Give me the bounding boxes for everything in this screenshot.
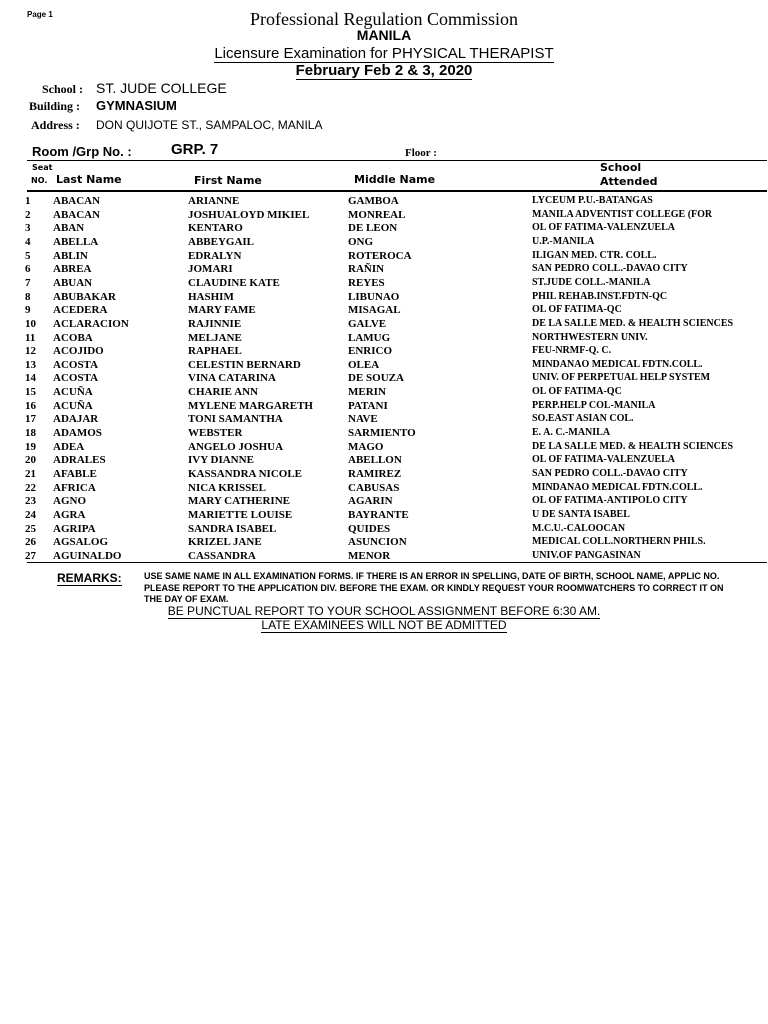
table-row <box>0 413 768 427</box>
last-name: ABREA <box>53 263 92 276</box>
first-name: WEBSTER <box>188 427 243 440</box>
last-name: ACEDERA <box>53 304 108 317</box>
middle-name: MENOR <box>348 549 391 562</box>
table-row <box>0 372 768 386</box>
seat-number: 23 <box>25 495 36 508</box>
table-row <box>0 468 768 482</box>
school-attended: U DE SANTA ISABEL <box>532 508 630 520</box>
last-name: ADAMOS <box>53 427 102 440</box>
room-value: GRP. 7 <box>171 141 219 158</box>
table-row <box>0 454 768 468</box>
table-row <box>0 400 768 414</box>
seat-number: 3 <box>25 222 31 235</box>
table-row <box>0 332 768 346</box>
first-name: VINA CATARINA <box>188 372 276 385</box>
seat-number: 1 <box>25 195 31 207</box>
middle-name: MONREAL <box>348 208 406 221</box>
header-top-rule <box>27 160 767 162</box>
school-attended: E. A. C.-MANILA <box>532 427 611 439</box>
school-attended: OL OF FATIMA-QC <box>532 386 622 398</box>
first-name: RAPHAEL <box>188 345 242 358</box>
last-name: ACOSTA <box>53 372 99 385</box>
last-name: AFRICA <box>53 481 96 494</box>
last-name: ABUBAKAR <box>53 290 116 303</box>
last-name: ADEA <box>53 440 85 453</box>
table-row <box>0 318 768 332</box>
punctual-notice-text: BE PUNCTUAL REPORT TO YOUR SCHOOL ASSIGNMENT BEFORE 6:30 AM. <box>167 604 601 618</box>
first-name: NICA KRISSEL <box>188 481 266 494</box>
school-attended: OL OF FATIMA-VALENZUELA <box>532 454 675 466</box>
seat-number: 25 <box>25 522 36 535</box>
school-attended: PHIL REHAB.INST.FDTN-QC <box>532 290 668 302</box>
middle-name: DE LEON <box>348 222 398 235</box>
middle-name: ROTEROCA <box>348 249 412 262</box>
school-attended: PERP.HELP COL-MANILA <box>532 399 656 411</box>
first-name: KASSANDRA NICOLE <box>188 468 302 480</box>
exam-date <box>0 62 768 79</box>
seat-number: 5 <box>25 249 31 262</box>
table-row <box>0 441 768 455</box>
last-name: ACOBA <box>53 331 93 344</box>
building-label: Building : <box>29 99 81 113</box>
last-name: AGRIPA <box>53 522 96 535</box>
last-name: ABUAN <box>53 276 93 289</box>
col-school-top: School <box>600 161 642 174</box>
first-name: EDRALYN <box>188 249 242 262</box>
middle-name: BAYRANTE <box>348 508 409 521</box>
seat-number: 17 <box>25 413 36 426</box>
seat-number: 13 <box>25 358 36 371</box>
seat-number: 8 <box>25 290 31 303</box>
seat-number: 12 <box>25 345 36 358</box>
col-seat-top: Seat <box>32 163 53 172</box>
first-name: MELJANE <box>188 331 242 344</box>
late-notice-text: LATE EXAMINEES WILL NOT BE ADMITTED <box>261 618 507 632</box>
org-title: Professional Regulation Commission <box>250 9 518 29</box>
first-name: ABBEYGAIL <box>188 235 255 248</box>
table-row <box>0 291 768 305</box>
exam-title <box>0 45 768 62</box>
first-name: KRIZEL JANE <box>188 536 262 549</box>
seat-number: 6 <box>25 263 31 276</box>
seat-number: 7 <box>25 276 31 289</box>
school-attended: LYCEUM P.U.-BATANGAS <box>532 195 653 206</box>
middle-name: MISAGAL <box>348 304 401 317</box>
last-name: ABACAN <box>53 208 101 221</box>
room-label: Room /Grp No. : <box>32 144 132 159</box>
last-name: ACUÑA <box>53 386 93 399</box>
table-row <box>0 222 768 236</box>
first-name: MARIETTE LOUISE <box>188 508 293 521</box>
school-attended: OL OF FATIMA-VALENZUELA <box>532 222 675 234</box>
middle-name: MAGO <box>348 440 384 453</box>
middle-name: OLEA <box>348 358 380 371</box>
table-row <box>0 523 768 537</box>
first-name: JOMARI <box>188 263 233 276</box>
school-label: School : <box>42 82 84 96</box>
first-name: CELESTIN BERNARD <box>188 358 301 371</box>
middle-name: RAÑIN <box>348 263 385 276</box>
middle-name: GALVE <box>348 317 387 330</box>
table-row <box>0 482 768 496</box>
school-attended: SAN PEDRO COLL.-DAVAO CITY <box>532 468 688 479</box>
middle-name: DE SOUZA <box>348 372 404 385</box>
first-name: MARY FAME <box>188 304 256 317</box>
middle-name: PATANI <box>348 399 388 412</box>
school-attended: ST.JUDE COLL.-MANILA <box>532 276 651 288</box>
col-school-bottom: Attended <box>600 175 658 188</box>
first-name: CLAUDINE KATE <box>188 276 280 289</box>
school-attended: MINDANAO MEDICAL FDTN.COLL. <box>532 358 703 370</box>
school-attended: DE LA SALLE MED. & HEALTH SCIENCES <box>532 317 734 329</box>
seat-number: 20 <box>25 454 36 467</box>
first-name: KENTARO <box>188 222 243 235</box>
col-seat-bottom: NO. <box>31 176 48 185</box>
late-notice <box>0 618 768 632</box>
last-name: ACUÑA <box>53 399 93 412</box>
school-attended: OL OF FATIMA-QC <box>532 304 622 316</box>
seat-number: 9 <box>25 304 31 317</box>
school-attended: SAN PEDRO COLL.-DAVAO CITY <box>532 263 688 275</box>
seat-number: 21 <box>25 468 36 480</box>
middle-name: QUIDES <box>348 522 391 535</box>
page-label: Page 1 <box>27 10 53 19</box>
seat-number: 2 <box>25 208 31 221</box>
seat-number: 14 <box>25 372 36 385</box>
school-attended: MANILA ADVENTIST COLLEGE (FOR <box>532 208 713 220</box>
school-attended: NORTHWESTERN UNIV. <box>532 331 648 343</box>
middle-name: NAVE <box>348 413 378 426</box>
seat-number: 15 <box>25 386 36 399</box>
address-value: DON QUIJOTE ST., SAMPALOC, MANILA <box>96 118 323 132</box>
table-row <box>0 195 768 209</box>
remarks-label: REMARKS: <box>57 571 122 585</box>
table-row <box>0 236 768 250</box>
header-rule <box>27 190 767 192</box>
table-row <box>0 263 768 277</box>
city-title: MANILA <box>356 27 412 43</box>
last-name: ABAN <box>53 222 85 235</box>
last-name: ABLIN <box>53 249 88 262</box>
school-attended: FEU-NRMF-Q. C. <box>532 345 612 357</box>
table-row <box>0 250 768 264</box>
middle-name: MERIN <box>348 386 386 399</box>
seat-number: 10 <box>25 317 36 330</box>
table-bottom-rule <box>27 562 767 563</box>
last-name: ABELLA <box>53 235 99 248</box>
table-row <box>0 304 768 318</box>
table-row <box>0 209 768 223</box>
last-name: ADRALES <box>53 454 106 467</box>
middle-name: ONG <box>348 235 374 248</box>
exam-title-text: Licensure Examination for PHYSICAL THERAPIST <box>214 45 554 62</box>
school-value: ST. JUDE COLLEGE <box>96 80 227 96</box>
table-row <box>0 277 768 291</box>
school-attended: UNIV. OF PERPETUAL HELP SYSTEM <box>532 372 711 384</box>
middle-name: ENRICO <box>348 345 393 358</box>
middle-name: SARMIENTO <box>348 427 416 440</box>
col-middle-name: Middle Name <box>354 173 436 186</box>
address-label: Address : <box>31 118 80 132</box>
last-name: ACLARACION <box>53 317 129 330</box>
middle-name: ABELLON <box>348 454 402 467</box>
first-name: HASHIM <box>188 290 234 303</box>
table-row <box>0 427 768 441</box>
last-name: AGRA <box>53 508 86 521</box>
col-last-name: Last Name <box>56 173 122 186</box>
first-name: ANGELO JOSHUA <box>188 440 284 453</box>
table-row <box>0 509 768 523</box>
first-name: SANDRA ISABEL <box>188 522 277 535</box>
last-name: ADAJAR <box>53 413 99 426</box>
school-attended: U.P.-MANILA <box>532 235 595 247</box>
middle-name: LIBUNAO <box>348 290 400 303</box>
school-attended: ILIGAN MED. CTR. COLL. <box>532 249 657 261</box>
table-row <box>0 359 768 373</box>
last-name: ACOJIDO <box>53 345 104 358</box>
school-attended: MEDICAL COLL.NORTHERN PHILS. <box>532 536 706 548</box>
first-name: IVY DIANNE <box>188 454 254 467</box>
first-name: CHARIE ANN <box>188 386 258 399</box>
seat-number: 11 <box>25 331 36 344</box>
school-attended: OL OF FATIMA-ANTIPOLO CITY <box>532 495 688 507</box>
floor-label: Floor : <box>405 147 437 159</box>
exam-date-text: February Feb 2 & 3, 2020 <box>295 62 473 79</box>
seat-number: 16 <box>25 399 36 412</box>
school-attended: UNIV.OF PANGASINAN <box>532 549 641 561</box>
punctual-notice <box>0 604 768 618</box>
table-row <box>0 386 768 400</box>
first-name: RAJINNIE <box>188 317 242 330</box>
seat-number: 26 <box>25 536 36 549</box>
first-name: TONI SAMANTHA <box>188 413 283 426</box>
middle-name: RAMIREZ <box>348 468 402 480</box>
middle-name: ASUNCION <box>348 536 407 549</box>
last-name: AGNO <box>53 495 86 508</box>
last-name: AGUINALDO <box>53 549 122 562</box>
col-first-name: First Name <box>194 174 262 187</box>
last-name: ACOSTA <box>53 358 99 371</box>
seat-number: 19 <box>25 440 36 453</box>
last-name: AFABLE <box>53 468 97 480</box>
remarks-text: USE SAME NAME IN ALL EXAMINATION FORMS. IF THERE IS AN ERROR IN SPELLING, DATE OF BIRTH, SCHOOL NAME, APPLIC NO. PLEASE REPORT TO THE APPLICATION DIV. BEFORE THE EXAM. OR KINDLY REQUEST YOUR ROOMWATCHERS TO CORRECT IT ON THE DAY OF EXAM. <box>144 571 724 604</box>
middle-name: GAMBOA <box>348 195 399 207</box>
building-value: GYMNASIUM <box>96 98 177 113</box>
middle-name: AGARIN <box>348 495 393 508</box>
first-name: ARIANNE <box>188 195 240 207</box>
last-name: ABACAN <box>53 195 101 207</box>
table-row <box>0 495 768 509</box>
school-attended: M.C.U.-CALOOCAN <box>532 522 626 534</box>
school-attended: MINDANAO MEDICAL FDTN.COLL. <box>532 481 703 493</box>
middle-name: CABUSAS <box>348 481 400 494</box>
middle-name: REYES <box>348 276 385 289</box>
last-name: AGSALOG <box>53 536 109 549</box>
seat-number: 18 <box>25 427 36 440</box>
first-name: MYLENE MARGARETH <box>188 399 313 412</box>
seat-number: 24 <box>25 508 36 521</box>
first-name: MARY CATHERINE <box>188 495 290 508</box>
table-row <box>0 345 768 359</box>
middle-name: LAMUG <box>348 331 391 344</box>
seat-number: 22 <box>25 481 36 494</box>
table-row <box>0 536 768 550</box>
seat-number: 4 <box>25 235 31 248</box>
school-attended: DE LA SALLE MED. & HEALTH SCIENCES <box>532 440 734 452</box>
seat-number: 27 <box>25 549 36 562</box>
school-attended: SO.EAST ASIAN COL. <box>532 413 634 425</box>
first-name: JOSHUALOYD MIKIEL <box>188 208 310 221</box>
first-name: CASSANDRA <box>188 549 256 562</box>
